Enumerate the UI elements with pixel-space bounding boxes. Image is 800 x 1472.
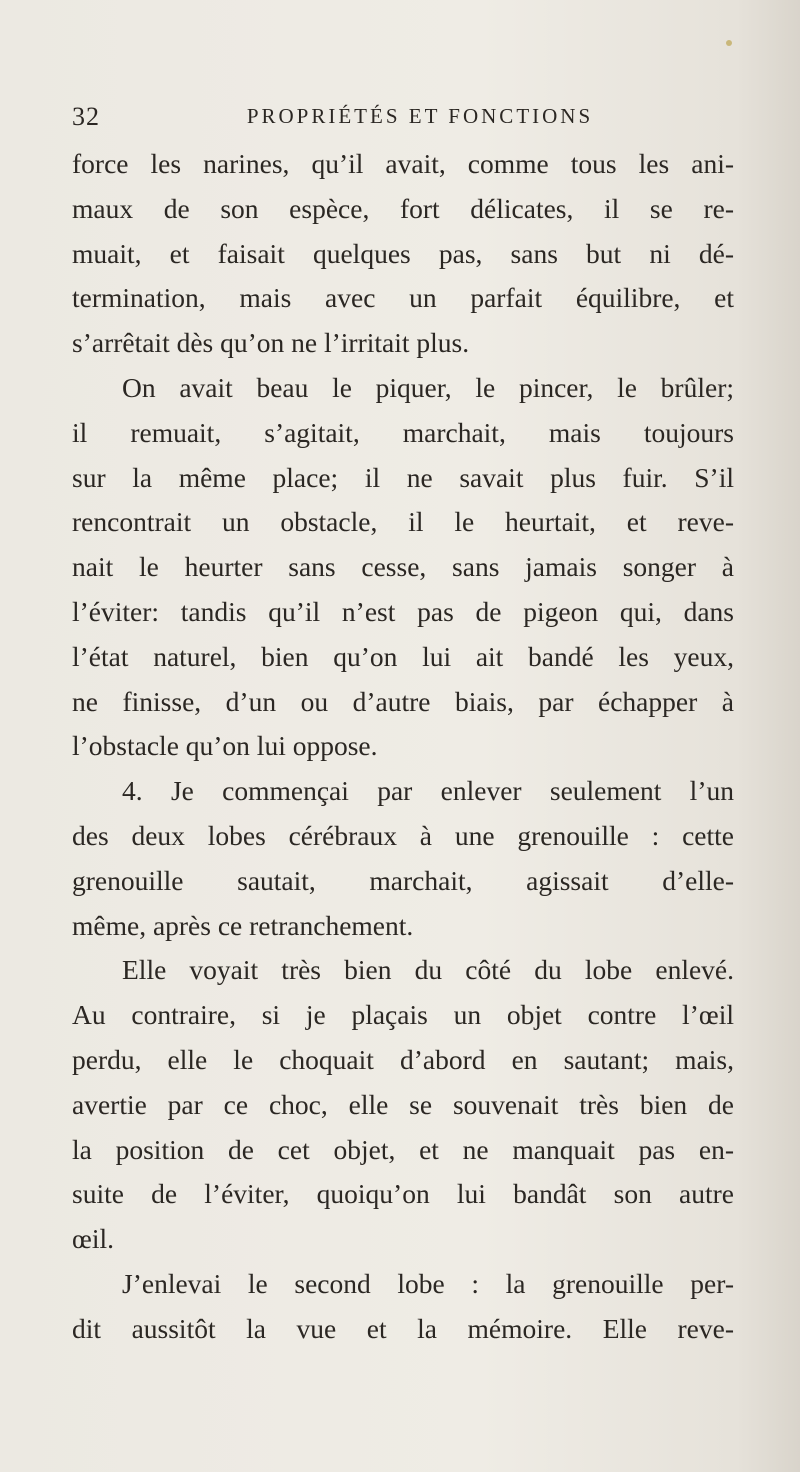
text-line: muait, et faisait quelques pas, sans but ni dé- xyxy=(72,237,734,269)
body-text xyxy=(72,142,734,1352)
paragraph-start-line: J’enlevai le second lobe : la grenouille per- xyxy=(122,1267,734,1299)
paragraph-start-line: On avait beau le piquer, le pincer, le brûler; xyxy=(122,371,734,403)
text-line: maux de son espèce, fort délicates, il se re- xyxy=(72,192,734,224)
text-line: l’état naturel, bien qu’on lui ait bandé les yeux, xyxy=(72,640,734,672)
text-line: l’éviter: tandis qu’il n’est pas de pigeon qui, dans xyxy=(72,595,734,627)
text-line: suite de l’éviter, quoiqu’on lui bandât son autre xyxy=(72,1178,734,1210)
text-line: ne finisse, d’un ou d’autre biais, par échapper à xyxy=(72,685,734,717)
text-line: termination, mais avec un parfait équilibre, et xyxy=(72,282,734,314)
text-line: il remuait, s’agitait, marchait, mais toujours xyxy=(72,416,734,448)
paper-speck xyxy=(726,40,732,46)
text-line: Au contraire, si je plaçais un objet contre l’œil xyxy=(72,999,734,1031)
page-number: 32 xyxy=(72,102,100,131)
text-line: rencontrait un obstacle, il le heurtait, et reve- xyxy=(72,506,734,538)
text-line: avertie par ce choc, elle se souvenait très bien de xyxy=(72,1088,734,1120)
text-line: perdu, elle le choquait d’abord en sautant; mais, xyxy=(72,1043,734,1075)
paragraph-start-line: 4. Je commençai par enlever seulement l’un xyxy=(122,775,734,807)
text-line: des deux lobes cérébraux à une grenouille : cette xyxy=(72,819,734,851)
text-line: nait le heurter sans cesse, sans jamais songer à xyxy=(72,551,734,583)
paragraph-end-line: l’obstacle qu’on lui oppose. xyxy=(72,730,378,762)
text-line: dit aussitôt la vue et la mémoire. Elle reve- xyxy=(72,1312,734,1344)
paragraph-start-line: Elle voyait très bien du côté du lobe enlevé. xyxy=(122,954,734,986)
text-line: grenouille sautait, marchait, agissait d’elle- xyxy=(72,864,734,896)
paragraph-end-line: même, après ce retranchement. xyxy=(72,909,414,941)
paragraph-end-line: s’arrêtait dès qu’on ne l’irritait plus. xyxy=(72,327,470,359)
paragraph-end-line: œil. xyxy=(72,1223,115,1255)
running-head: PROPRIÉTÉS ET FONCTIONS xyxy=(246,104,594,128)
text-line: force les narines, qu’il avait, comme tous les ani- xyxy=(72,148,734,179)
text-line: la position de cet objet, et ne manquait pas en- xyxy=(72,1133,734,1165)
text-line: sur la même place; il ne savait plus fuir. S’il xyxy=(72,461,734,493)
